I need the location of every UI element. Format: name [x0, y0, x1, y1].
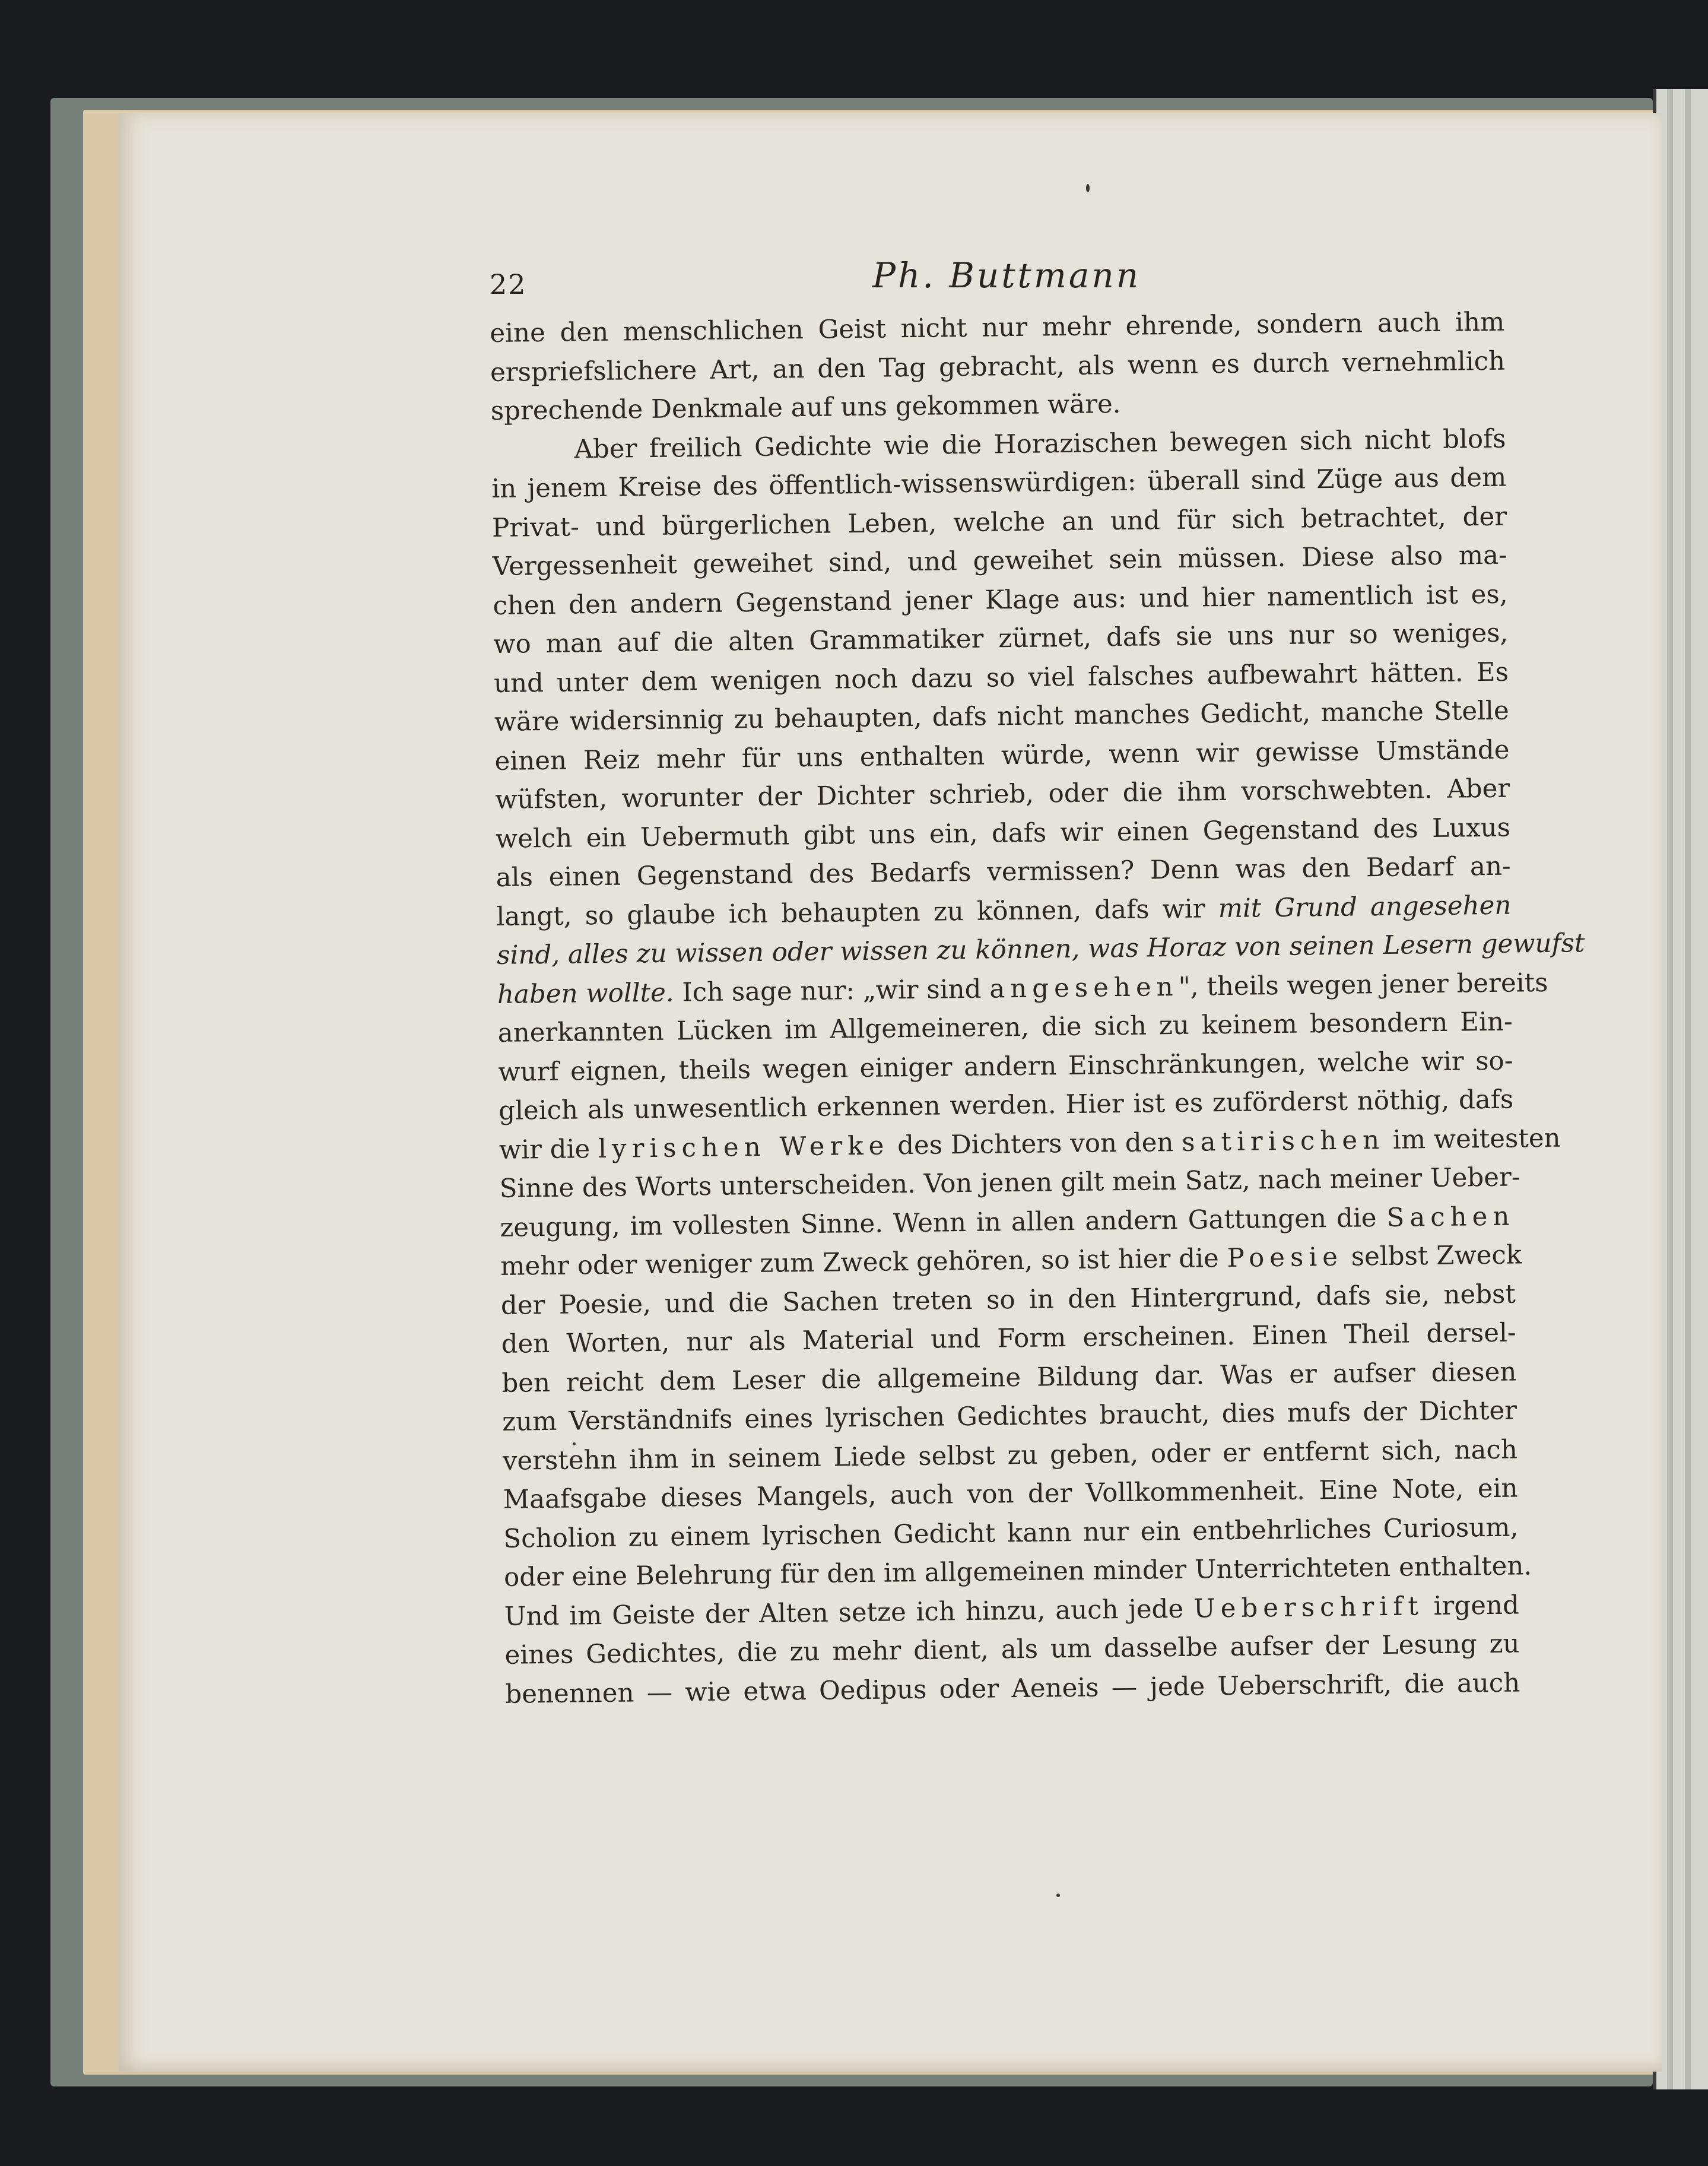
- text-run: chen den andern Gegenstand jener Klage aus: und hier namentlich ist es,: [493, 579, 1508, 621]
- text-run: irgend: [1423, 1590, 1520, 1621]
- text-run: gleich als unwesentlich erkennen werden. Hier ist es zuförderst nöthig, dafs: [498, 1084, 1514, 1126]
- italic-run: mit Grund angesehen: [1218, 890, 1512, 924]
- text-run: Aber freilich Gedichte wie die Horazischen bewegen sich nicht blofs: [574, 424, 1506, 464]
- text-run: wurf eignen, theils wegen einiger andern Einschränkungen, welche wir so-: [498, 1046, 1513, 1087]
- text-run: benennen — wie etwa Oedipus oder Aeneis — jede Ueberschrift, die auch: [505, 1667, 1520, 1710]
- text-run: in jenem Kreise des öffentlich-wissenswürdigen: überall sind Züge aus dem: [491, 462, 1507, 504]
- text-run: erspriefslichere Art, an den Tag gebracht, als wenn es durch vernehmlich: [490, 346, 1506, 388]
- italic-run: haben wollte.: [497, 978, 674, 1010]
- text-run: zum Verständnifs eines lyrischen Gedichtes braucht, dies mufs der Dichter: [501, 1396, 1517, 1437]
- text-run: Maafsgabe dieses Mangels, auch von der Vollkommenheit. Eine Note, ein: [503, 1473, 1518, 1515]
- italic-run: sind, alles zu wissen oder wissen zu können, was Horaz von seinen Lesern gewufst: [496, 928, 1585, 971]
- text-run: einen Reiz mehr für uns enthalten würde, wenn wir gewisse Umstände: [494, 735, 1510, 776]
- ink-speck: [1056, 1894, 1060, 1897]
- text-run: ben reicht dem Leser die allgemeine Bildung dar. Was er aufser diesen: [501, 1356, 1517, 1398]
- text-run: im weitesten: [1384, 1123, 1561, 1155]
- spaced-emphasis: angesehen: [989, 972, 1179, 1004]
- spaced-emphasis: Poesie: [1227, 1242, 1344, 1274]
- text-run: sprechende Denkmale auf uns gekommen wäre.: [490, 389, 1121, 426]
- text-run: anerkannten Lücken im Allgemeineren, die sich zu keinem besondern Ein-: [497, 1007, 1513, 1048]
- ink-speck: [1086, 184, 1090, 192]
- page-edge-sliver: [1685, 89, 1691, 2089]
- spaced-emphasis: lyrischen Werke: [598, 1130, 890, 1164]
- text-run: wo man auf die alten Grammatiker zürnet, dafs sie uns nur so weniges,: [493, 618, 1509, 659]
- text-run: zeugung, im vollesten Sinne. Wenn in allen andern Gattungen die: [500, 1203, 1387, 1243]
- text-run: langt, so glaube ich behaupten zu können, dafs wir: [496, 893, 1218, 932]
- text-run: ", theils wegen jener bereits: [1178, 968, 1548, 1002]
- spaced-emphasis: Ueberschrift: [1193, 1591, 1424, 1624]
- page-edge-sliver: [1667, 89, 1673, 2089]
- text-run: Privat- und bürgerlichen Leben, welche an und für sich betrachtet, der: [491, 502, 1507, 543]
- text-run: den Worten, nur als Material und Form erscheinen. Einen Theil dersel-: [501, 1318, 1516, 1359]
- body-text: [490, 303, 1585, 1714]
- text-run: Ich sage nur: „wir sind: [674, 974, 990, 1008]
- text-run: oder eine Belehrung für den im allgemeinen minder Unterrichteten enthalten.: [503, 1551, 1532, 1593]
- spaced-emphasis: Sachen: [1386, 1201, 1515, 1233]
- spaced-emphasis: satirischen: [1181, 1125, 1385, 1157]
- text-run: Vergessenheit geweihet sind, und geweihet sein müssen. Diese also ma-: [492, 540, 1507, 582]
- text-run: eine den menschlichen Geist nicht nur mehr ehrende, sondern auch ihm: [490, 307, 1505, 348]
- text-run: wir die: [499, 1134, 599, 1165]
- text-run: Und im Geiste der Alten setze ich hinzu, auch jede: [504, 1594, 1194, 1632]
- text-run: Scholion zu einem lyrischen Gedicht kann nur ein entbehrliches Curiosum,: [503, 1512, 1519, 1554]
- text-run: verstehn ihm in seinem Liede selbst zu geben, oder er entfernt sich, nach: [502, 1434, 1518, 1476]
- text-run: und unter dem wenigen noch dazu so viel falsches aufbewahrt hätten. Es: [493, 657, 1509, 699]
- text-run: der Poesie, und die Sachen treten so in den Hintergrund, dafs sie, nebst: [500, 1279, 1516, 1321]
- text-run: wäre widersinnig zu behaupten, dafs nicht manches Gedicht, manche Stelle: [494, 696, 1509, 737]
- text-run: selbst Zweck: [1342, 1240, 1522, 1272]
- text-run: Sinne des Worts unterscheiden. Von jenen gilt mein Satz, nach meiner Ueber-: [499, 1162, 1520, 1204]
- text-run: wüfsten, worunter der Dichter schrieb, oder die ihm vorschwebten. Aber: [494, 773, 1510, 815]
- text-run: mehr oder weniger zum Zweck gehören, so ist hier die: [500, 1244, 1227, 1282]
- text-run: des Dichters von den: [889, 1127, 1182, 1160]
- text-run: eines Gedichtes, die zu mehr dient, als um dasselbe aufser der Lesung zu: [504, 1629, 1520, 1670]
- running-head: Ph. Buttmann: [872, 255, 1141, 296]
- text-run: welch ein Uebermuth gibt uns ein, dafs wir einen Gegenstand des Luxus: [495, 813, 1511, 854]
- text-run: als einen Gegenstand des Bedarfs vermissen? Denn was den Bedarf an-: [496, 851, 1511, 893]
- page-number: 22: [490, 268, 527, 300]
- page-header: [490, 255, 1499, 303]
